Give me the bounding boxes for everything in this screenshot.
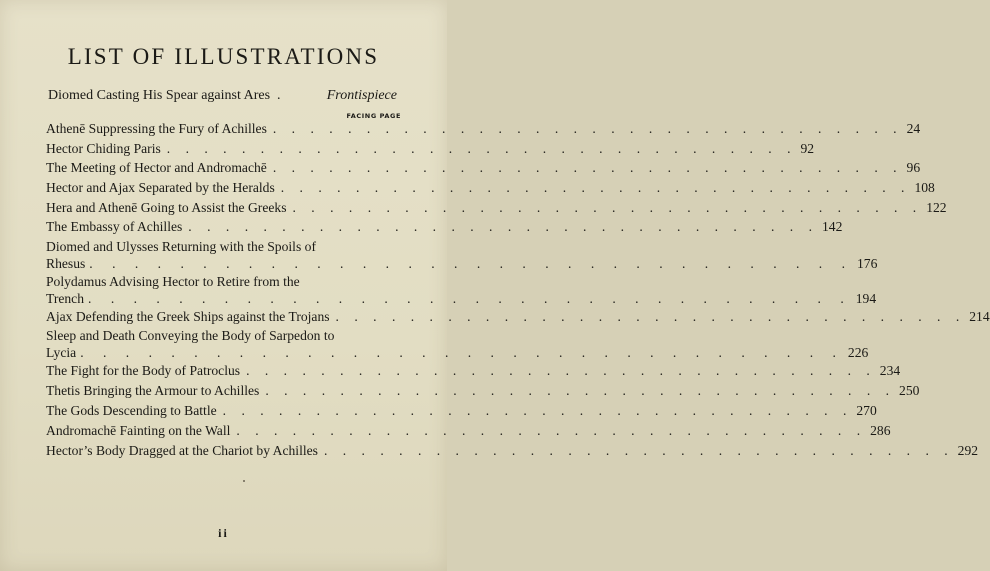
dot-leader: . . . . . . . . . . . . . . . . . . . . . . . . . . . . . . . . . . xyxy=(335,309,966,324)
entry-caption-line1: Polydamus Advising Hector to Retire from the xyxy=(46,274,300,289)
dot-leader: . . . . . . . . . . . . . . . . . . . . . . . . . . . . . . . . . . xyxy=(88,291,852,306)
entry-caption-continued: Trench xyxy=(46,291,85,306)
page-number: ii xyxy=(218,526,229,540)
dot-leader: . . . . . . . . . . . . . . . . . . . . . . . . . . . . . . . . . . xyxy=(166,141,797,156)
entry-page: 176 xyxy=(856,256,878,271)
illustration-entry xyxy=(46,443,979,459)
entry-caption: The Fight for the Body of Patroclus xyxy=(46,363,241,378)
entry-caption-continued: Lycia xyxy=(46,345,77,360)
illustration-entry xyxy=(46,180,935,196)
entry-page: 214 xyxy=(969,309,990,324)
illustration-entry xyxy=(46,239,878,272)
entry-caption: The Gods Descending to Battle xyxy=(46,403,217,418)
illustration-entry xyxy=(46,363,901,379)
frontispiece-page: Frontispiece xyxy=(326,88,397,103)
illustration-entry xyxy=(46,219,843,235)
dot-leader: . . . . . . . . . . . . . . . . . . . . . . . . . . . . . . . . . . xyxy=(246,363,876,378)
entry-caption-line2 xyxy=(46,291,877,307)
entry-page: 286 xyxy=(870,423,891,438)
dot-leader: . . . . . . . . . . . . . . . . . . . . . . . . . . . . . . . . . . xyxy=(280,180,911,195)
entry-caption-continued: Rhesus xyxy=(46,256,86,271)
entry-page: 270 xyxy=(856,403,877,418)
illustration-entry xyxy=(46,403,877,419)
frontispiece-caption: Diomed Casting His Spear against Ares . xyxy=(48,88,281,103)
entry-caption-line2 xyxy=(46,345,869,361)
entry-page: 122 xyxy=(926,200,947,215)
entry-caption: Andromachē Fainting on the Wall xyxy=(46,423,231,438)
entry-caption: The Meeting of Hector and Andromachē xyxy=(46,160,267,175)
entry-caption: Hera and Athenē Going to Assist the Greeks xyxy=(46,200,287,215)
facing-page-label: FACING PAGE xyxy=(346,112,401,120)
illustration-entry xyxy=(46,121,921,137)
entry-caption: Hector and Ajax Separated by the Heralds xyxy=(46,180,275,195)
illustration-entry xyxy=(46,423,891,439)
entry-page: 92 xyxy=(800,141,815,156)
entry-page: 226 xyxy=(847,345,869,360)
entry-caption: Thetis Bringing the Armour to Achilles xyxy=(46,383,260,398)
entry-page: 96 xyxy=(906,160,921,175)
illustration-entry xyxy=(46,309,990,325)
entry-caption-line1: Diomed and Ulysses Returning with the Spoils of xyxy=(46,239,316,254)
entry-caption-line1: Sleep and Death Conveying the Body of Sarpedon to xyxy=(46,328,335,343)
entry-page: 250 xyxy=(899,383,920,398)
dot-leader: . . . . . . . . . . . . . . . . . . . . . . . . . . . . . . . . . . xyxy=(236,423,867,438)
dot-leader: . . . . . . . . . . . . . . . . . . . . . . . . . . . . . . . . . . xyxy=(323,443,954,458)
illustration-entry xyxy=(46,274,877,307)
dot-leader: . . . . . . . . . . . . . . . . . . . . . . . . . . . . . . . . . . xyxy=(272,160,903,175)
dot-leader: . . . . . . . . . . . . . . . . . . . . . . . . . . . . . . . . . . xyxy=(80,345,844,360)
paper-speck xyxy=(243,480,245,482)
entry-caption: The Embassy of Achilles xyxy=(46,219,183,234)
page-title: LIST OF ILLUSTRATIONS xyxy=(67,44,380,69)
dot-leader: . . . . . . . . . . . . . . . . . . . . . . . . . . . . . . . . . . xyxy=(265,383,896,398)
entry-page: 194 xyxy=(855,291,877,306)
illustration-entry xyxy=(46,141,815,157)
dot-leader: . . . . . . . . . . . . . . . . . . . . . . . . . . . . . . . . . . xyxy=(89,256,853,271)
dot-leader: . . . . . . . . . . . . . . . . . . . . . . . . . . . . . . . . . . xyxy=(292,200,923,215)
dot-leader: . . . . . . . . . . . . . . . . . . . . . . . . . . . . . . . . . . xyxy=(272,121,903,136)
entry-page: 24 xyxy=(906,121,921,136)
illustration-entry xyxy=(46,383,920,399)
entry-caption: Athenē Suppressing the Fury of Achilles xyxy=(46,121,267,136)
entry-caption: Ajax Defending the Greek Ships against the Trojans xyxy=(46,309,330,324)
illustration-entry xyxy=(46,160,921,176)
dot-leader: . . . . . . . . . . . . . . . . . . . . . . . . . . . . . . . . . . xyxy=(188,219,818,234)
entry-caption: Hector Chiding Paris xyxy=(46,141,161,156)
illustration-entry xyxy=(46,328,869,361)
frontispiece-entry xyxy=(48,88,397,104)
illustration-entry xyxy=(46,200,947,216)
entry-page: 234 xyxy=(879,363,901,378)
entry-page: 142 xyxy=(822,219,843,234)
entry-caption-line2 xyxy=(46,256,878,272)
entry-page: 108 xyxy=(914,180,935,195)
entry-caption: Hector’s Body Dragged at the Chariot by Achilles xyxy=(46,443,318,458)
dot-leader: . . . . . . . . . . . . . . . . . . . . . . . . . . . . . . . . . . xyxy=(222,403,853,418)
entry-page: 292 xyxy=(957,443,979,458)
